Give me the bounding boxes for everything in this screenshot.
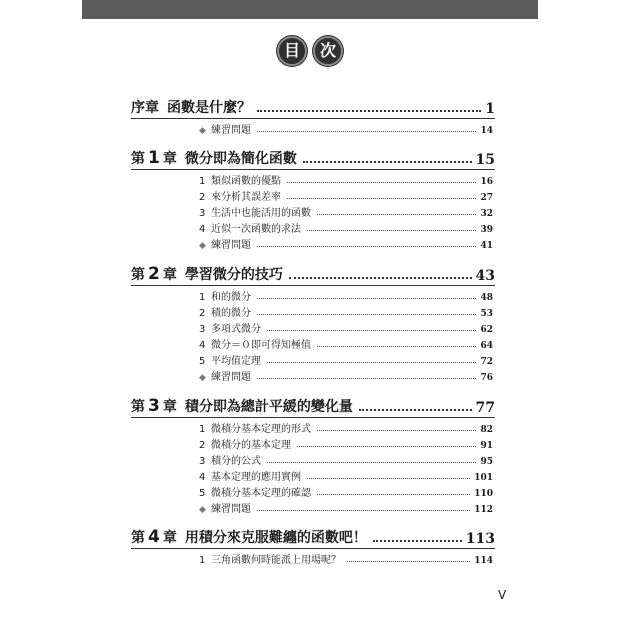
section-number: 1 [199,176,206,187]
leader-dots [317,214,476,215]
section-number: 2 [199,192,206,203]
section-title: 基本定理的應用實例 [211,472,301,483]
section-entry[interactable] [199,187,493,203]
leader-dots [257,314,476,315]
section-title: 積的微分 [211,308,251,319]
chapter-label-suffix: 章 [162,151,177,167]
section-entry[interactable] [199,419,493,435]
leader-dots [287,182,476,183]
leader-dots [307,230,476,231]
chapter-page: 15 [475,152,495,168]
section-title: 微分＝０即可得知極值 [211,340,311,351]
section-page: 101 [474,473,493,483]
chapter-entry-1[interactable] [131,146,495,168]
section-entry[interactable] [199,171,493,187]
chapter-title: 用積分來克服難纏的函數吧！ [184,530,367,546]
section-title: 平均值定理 [211,356,261,367]
chapter-entry-prologue[interactable] [131,95,495,117]
section-title: 近似一次函數的求法 [211,224,301,235]
section-number: 1 [199,292,206,303]
section-title: 多項式微分 [211,324,261,335]
section-page: 62 [480,325,493,335]
section-title: 三角函數何時能派上用場呢？ [211,555,341,566]
leader-dots [257,246,476,247]
section-entry[interactable] [199,550,493,566]
title-char-1: 目 [277,36,307,66]
chapter-label: 第 [131,151,145,167]
section-page: 16 [480,177,493,187]
chapter-page: 113 [465,531,495,547]
section-title: 微積分的基本定理 [211,440,291,451]
section-title: 來分析其誤差率 [211,192,281,203]
section-entry[interactable] [199,203,493,219]
chapter-label: 第 [131,267,145,283]
section-title: 微積分基本定理的確認 [211,488,311,499]
chapter-entry-2[interactable] [131,262,495,284]
diamond-icon: ◆ [199,373,206,383]
chapter-page: 77 [475,400,495,416]
section-page: 48 [480,293,493,303]
leader-dots [267,462,476,463]
section-page: 76 [480,373,493,383]
section-entry[interactable] [199,351,493,367]
section-page: 72 [480,357,493,367]
section-page: 110 [474,489,493,499]
chapter-entry-3[interactable] [131,394,495,416]
chapter-label: 序章 [131,100,159,116]
chapter-label: 第 [131,399,145,415]
section-page: 112 [474,505,493,515]
leader-dots [297,446,476,447]
leader-dots [373,540,462,542]
leader-dots [317,494,470,495]
leader-dots [303,161,472,163]
section-title: 類似函數的優點 [211,176,281,187]
section-entry[interactable] [199,435,493,451]
chapter-title: 學習微分的技巧 [184,267,283,283]
section-title: 和的微分 [211,292,251,303]
section-page: 32 [480,209,493,219]
leader-dots [287,198,476,199]
leader-dots [267,362,476,363]
section-title: 練習問題 [211,125,251,136]
leader-dots [267,330,476,331]
page-title [0,36,620,66]
section-number: 4 [199,224,206,235]
section-page: 39 [480,225,493,235]
diamond-icon: ◆ [199,241,206,251]
chapter-title: 函數是什麼？ [167,100,251,116]
chapter-divider [131,285,495,286]
section-entry[interactable] [199,335,493,351]
leader-dots [257,110,481,112]
chapter-divider [131,169,495,170]
section-page: 91 [480,441,493,451]
section-entry[interactable] [199,235,493,251]
section-number: 2 [199,308,206,319]
section-entry[interactable] [199,483,493,499]
leader-dots [347,561,470,562]
page-number: V [498,588,507,602]
section-entry[interactable] [199,451,493,467]
leader-dots [317,430,476,431]
section-number: 3 [199,456,206,467]
chapter-entry-4[interactable] [131,525,495,547]
leader-dots [317,346,476,347]
diamond-icon: ◆ [199,126,206,136]
leader-dots [307,478,470,479]
section-number: 4 [199,340,206,351]
leader-dots [257,510,470,511]
section-title: 練習問題 [211,240,251,251]
section-number: 5 [199,488,206,499]
section-entry[interactable] [199,319,493,335]
header-bar [82,0,538,19]
section-page: 14 [480,126,493,136]
section-entry[interactable] [199,367,493,383]
chapter-title: 積分即為總計平緩的變化量 [184,399,353,415]
section-entry[interactable] [199,219,493,235]
section-title: 積分的公式 [211,456,261,467]
section-title: 生活中也能活用的函數 [211,208,311,219]
chapter-number: 4 [148,527,160,547]
section-entry[interactable] [199,499,493,515]
diamond-icon: ◆ [199,505,206,515]
leader-dots [289,277,472,279]
section-number: 5 [199,356,206,367]
section-number: 3 [199,208,206,219]
chapter-number: 3 [148,396,160,416]
chapter-label-suffix: 章 [162,267,177,283]
section-entry[interactable] [199,120,493,136]
leader-dots [257,298,476,299]
section-page: 114 [474,556,493,566]
chapter-divider [131,417,495,418]
section-page: 95 [480,457,493,467]
chapter-divider [131,548,495,549]
section-page: 27 [480,193,493,203]
section-title: 練習問題 [211,372,251,383]
section-title: 微積分基本定理的形式 [211,424,311,435]
section-page: 64 [480,341,493,351]
section-number: 3 [199,324,206,335]
title-char-2: 次 [313,36,343,66]
section-page: 41 [480,241,493,251]
chapter-number: 2 [148,264,160,284]
chapter-label-suffix: 章 [162,399,177,415]
section-number: 2 [199,440,206,451]
leader-dots [257,131,476,132]
chapter-number: 1 [148,148,160,168]
chapter-label: 第 [131,530,145,546]
section-number: 1 [199,424,206,435]
section-entry[interactable] [199,303,493,319]
section-entry[interactable] [199,287,493,303]
chapter-page: 43 [475,268,495,284]
section-number: 1 [199,555,206,566]
section-title: 練習問題 [211,504,251,515]
section-page: 53 [480,309,493,319]
chapter-page: 1 [485,101,495,117]
chapter-title: 微分即為簡化函數 [184,151,297,167]
section-entry[interactable] [199,467,493,483]
section-page: 82 [480,425,493,435]
chapter-divider [131,118,495,119]
section-number: 4 [199,472,206,483]
chapter-label-suffix: 章 [162,530,177,546]
leader-dots [257,378,476,379]
leader-dots [359,409,472,411]
